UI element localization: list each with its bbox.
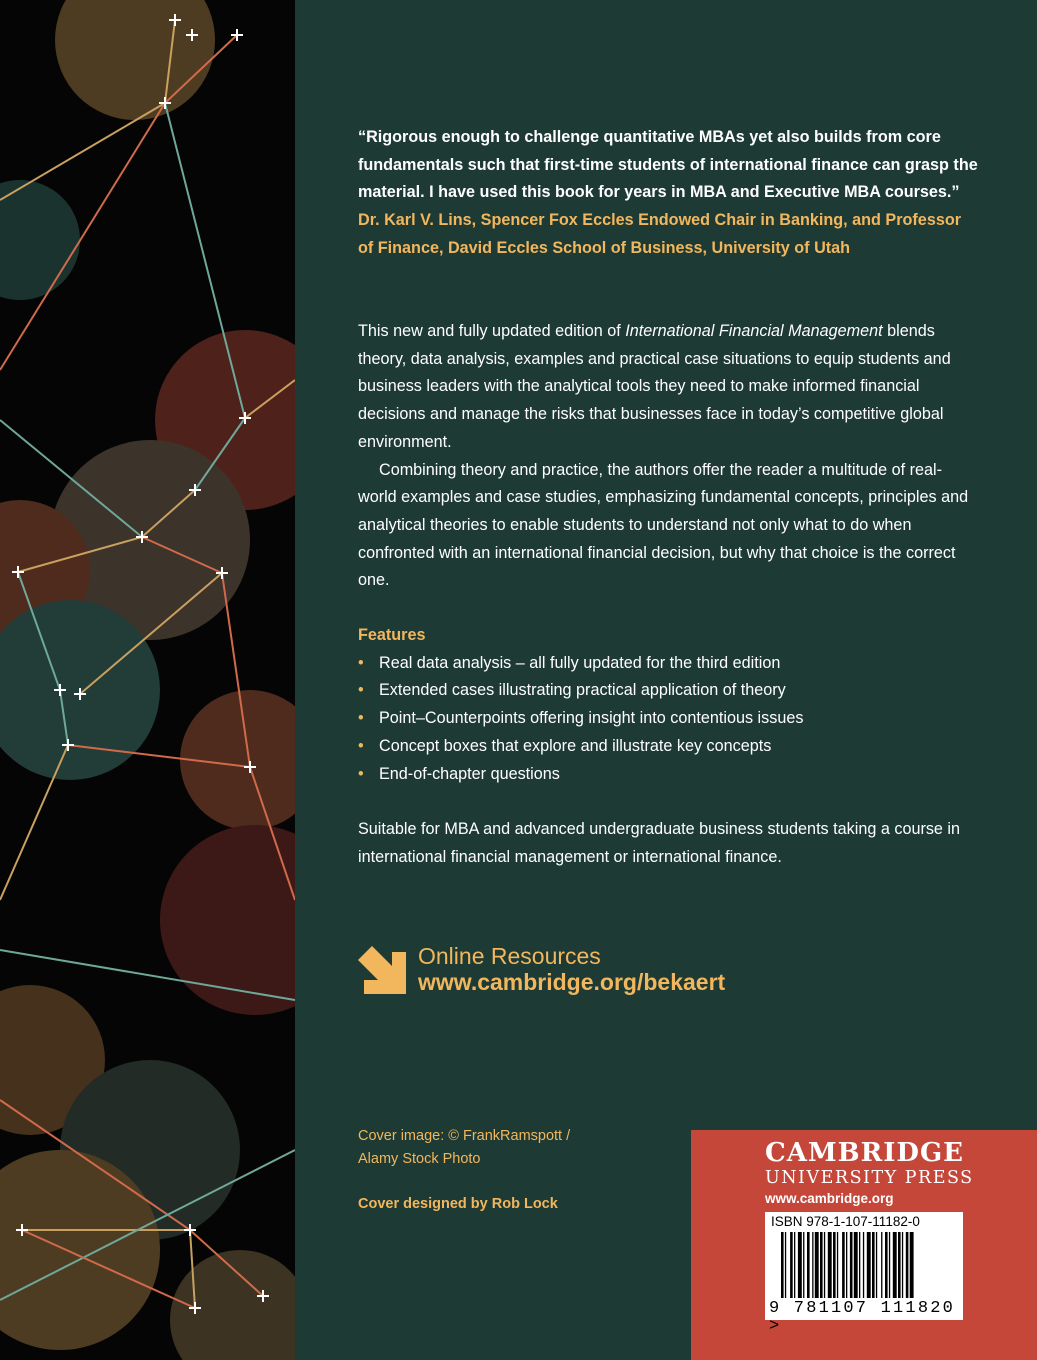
online-resources[interactable] bbox=[358, 942, 778, 998]
endorsement-quote bbox=[358, 124, 978, 263]
audience-statement: Suitable for MBA and advanced undergraduate business students taking a course in international financial management or international finance. bbox=[358, 820, 961, 866]
feature-item bbox=[358, 733, 978, 761]
feature-label: End-of-chapter questions bbox=[379, 764, 560, 783]
isbn-barcode bbox=[765, 1212, 963, 1336]
feature-label: Real data analysis – all fully updated for the third edition bbox=[379, 653, 781, 672]
arrow-down-right-icon bbox=[358, 946, 406, 994]
bullet-icon: • bbox=[358, 709, 364, 728]
feature-item bbox=[358, 650, 978, 678]
bullet-icon: • bbox=[358, 653, 364, 672]
credit-line: Alamy Stock Photo bbox=[358, 1151, 481, 1167]
network-pattern bbox=[0, 0, 295, 1360]
feature-label: Concept boxes that explore and illustrate key concepts bbox=[379, 736, 772, 755]
bullet-icon: • bbox=[358, 764, 364, 783]
feature-item bbox=[358, 705, 978, 733]
publisher-name: CAMBRIDGE bbox=[765, 1138, 964, 1168]
online-resources-url[interactable]: www.cambridge.org/bekaert bbox=[418, 969, 726, 995]
description-paragraph-2: Combining theory and practice, the authors offer the reader a multitude of real-world examples and case studies, emphasizing fundamental concepts, principles and analytical theories to enable students to understand not only what to do when confronted with an international financial decision, but why that choice is the correct one. bbox=[358, 460, 969, 590]
isbn-number: ISBN 978-1-107-11182-0 bbox=[771, 1214, 920, 1229]
feature-label: Point–Counterpoints offering insight into contentious issues bbox=[379, 709, 804, 728]
feature-item bbox=[358, 677, 978, 705]
cover-image-credit bbox=[358, 1125, 570, 1171]
quote-attribution: Dr. Karl V. Lins, Spencer Fox Eccles Endowed Chair in Banking, and Professor of Finance, David Eccles School of Business, University of Utah bbox=[358, 211, 962, 257]
barcode-digits: 9 781107 111820 > bbox=[769, 1299, 956, 1336]
feature-label: Extended cases illustrating practical application of theory bbox=[379, 681, 786, 700]
cover-design-credit: Cover designed by Rob Lock bbox=[358, 1196, 558, 1212]
credit-line: Cover image: © FrankRamspott / bbox=[358, 1128, 571, 1144]
description-text: This new and fully updated edition of bbox=[358, 322, 626, 340]
publisher-website: www.cambridge.org bbox=[765, 1191, 894, 1206]
book-description bbox=[358, 318, 978, 595]
quote-text: “Rigorous enough to challenge quantitative MBAs yet also builds from core fundamentals such that first-time students of international finance can grasp the material. I have used this book for years in MBA and Executive MBA courses.” bbox=[358, 128, 978, 202]
description-text: blends theory, data analysis, examples and practical case situations to equip students and business leaders with the analytical tools they need to make informed financial decisions and manage the risks that businesses face in today’s competitive global environment. bbox=[358, 322, 951, 451]
features-list bbox=[358, 650, 978, 789]
bullet-icon: • bbox=[358, 736, 364, 755]
features-heading: Features bbox=[358, 626, 426, 644]
features-section bbox=[358, 622, 978, 788]
feature-item bbox=[358, 761, 978, 789]
publisher-press: UNIVERSITY PRESS bbox=[765, 1168, 974, 1188]
online-resources-label: Online Resources bbox=[418, 943, 601, 969]
description-paragraph-1 bbox=[358, 318, 978, 457]
book-title: International Financial Management bbox=[625, 322, 883, 340]
bullet-icon: • bbox=[358, 681, 364, 700]
cover-artwork bbox=[0, 0, 295, 1360]
